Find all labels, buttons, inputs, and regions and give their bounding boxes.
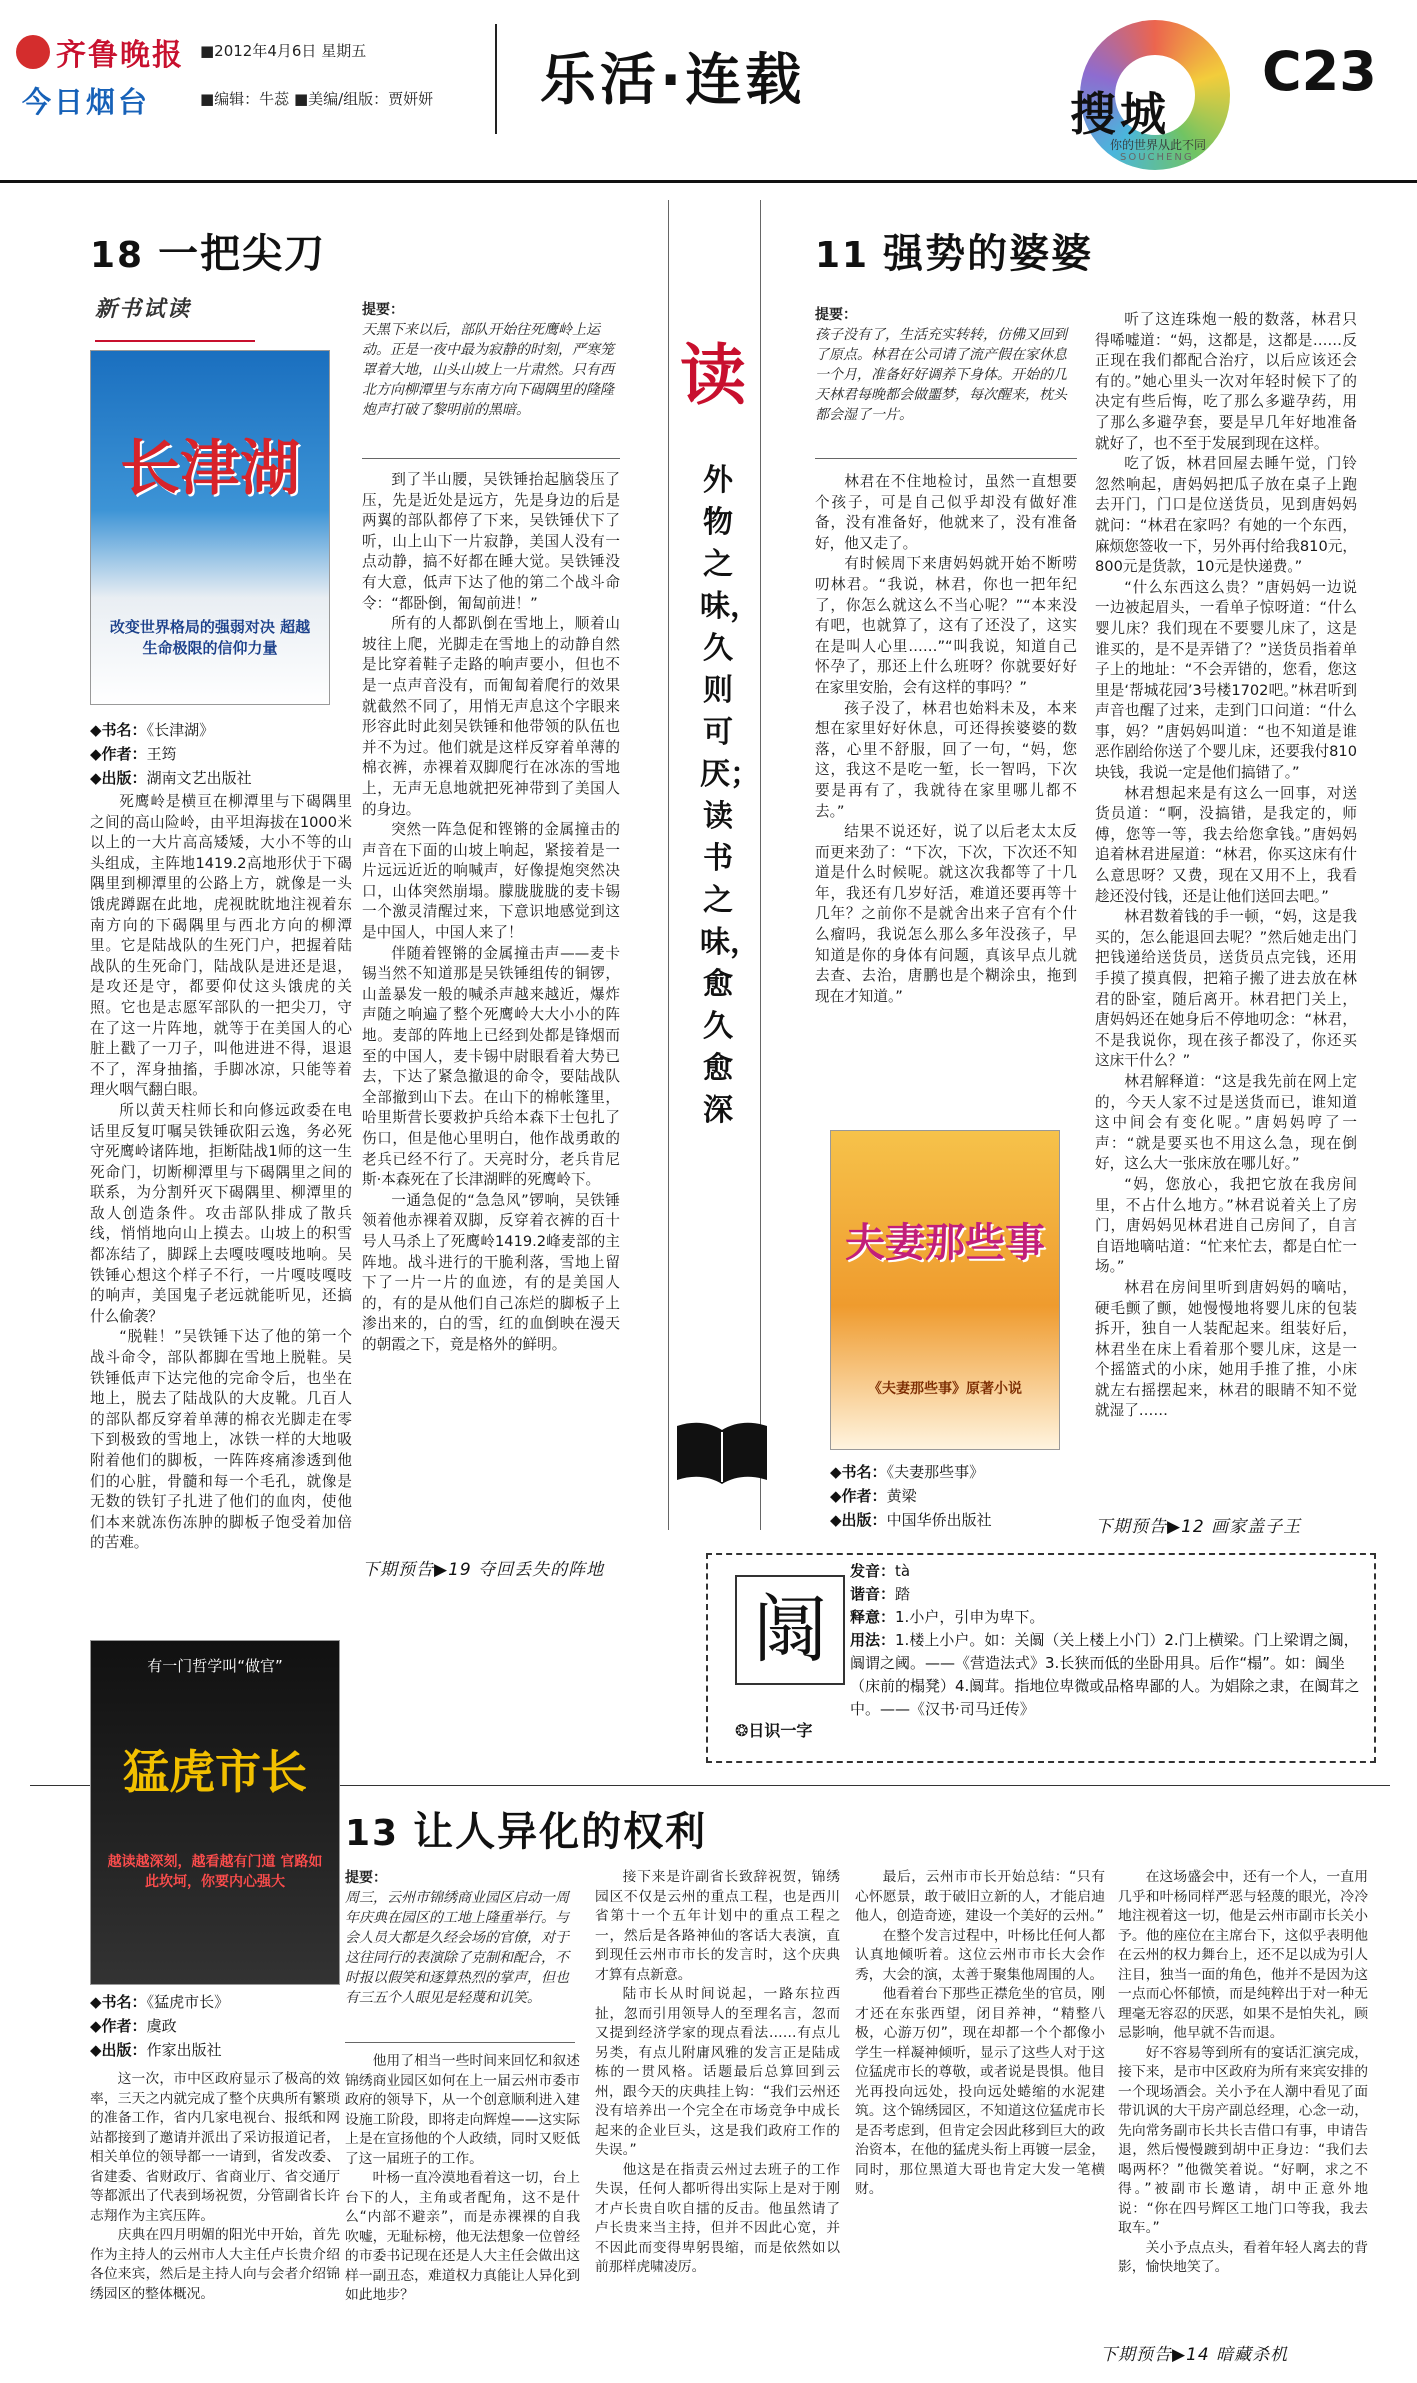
paragraph: 他用了相当一些时间来回忆和叙述锦绣商业园区如何在上一届云州市委市政府的领导下，从一个创意顺利进入建设施工阶段，即将走向辉煌——这实际上是在宣扬他的个人政绩，同时又贬低了这一届班子的工作。 — [345, 2053, 580, 2167]
book-publisher: 湖南文艺出版社 — [146, 769, 252, 787]
article-18-summary: 提要： 天黑下来以后，部队开始往死鹰岭上运动。正是一夜中最为寂静的时刻，严寒笼罩着大地，山头山坡上一片肃然。只有西北方向柳潭里与东南方向下碣隅里的隆隆炮声打破了黎明前的黑暗。 — [362, 302, 614, 418]
section-title: 乐活·连载 — [540, 48, 806, 113]
page-number: C23 — [1262, 40, 1377, 103]
paragraph: 在这场盛会中，还有一个人，一直用几乎和叶杨同样严恶与轻蔑的眼光，冷冷地注视着这一切，他是云州市副市长关小予。他的座位在主席台下，这似乎表明他在云州的权力舞台上，还不足以成为引人注目，独当一面的角色，他并不是因为这一点而心怀郁愤，而是纯粹出于对一种无理毫无容忍的厌恶，如果不是怕失礼，顾忌影响，他早就不告而退。 — [1118, 1869, 1368, 2041]
paragraph: 庆典在四月明媚的阳光中开始，首先作为主持人的云州市人大主任卢长贵介绍各位来宾，然后是主持人向与会者介绍锦绣园区的整体概况。 — [90, 2227, 340, 2302]
article-13-title-text: 让人异化的权利 — [413, 1809, 708, 1855]
article-18-next-preview: 下期预告▶19 夺回丢失的阵地 — [362, 1560, 605, 1580]
book-cover-subtitle: 改变世界格局的强弱对决 超越生命极限的信仰力量 — [109, 618, 311, 657]
article-11-col2 — [1095, 310, 1357, 1422]
article-18-col2 — [362, 470, 620, 1356]
paragraph: 他看着台下那些正襟危坐的官员，刚才还在东张西望，闭目养神，“精整八极，心游万仞”，现在却都一个个都像小学生一样凝神倾听，显示了这些人对于这位猛虎市长的尊敬，或者说是畏惧。他目光再投向远处，投向远处蜷缩的水泥建筑。这个锦绣园区，不知道这位猛虎市长是否考虑到，但肯定会因此移到巨大的政治资本，在他的猛虎头衔上再镀一层金，同时，那位黑道大哥也肯定大发一笔横财。 — [855, 1986, 1105, 2197]
article-13-summary: 提要： 周三，云州市锦绣商业园区启动一周年庆典在园区的工地上隆重举行。与会人员大都是久经会场的官僚，对于这往同行的表演除了克制和配合，不时报以假笑和逐算热烈的掌声，但也有三五个人眼见是轻蔑和讥笑。 — [345, 1870, 569, 2006]
paragraph: 伴随着铿锵的金属撞击声——麦卡锡当然不知道那是吴铁锤组传的铜锣，山盖暴发一般的喊杀声越来越近，爆炸声随之响遍了整个死鹰岭大大小小的阵地。麦部的阵地上已经到处都是锋烟而至的中国人，麦卡锡中尉眼看着大势已去，下达了紧急撤退的命令，要陆战队全部撤到山下去。在山下的棉帐篷里，哈里斯营长要救护兵给本森下士包扎了伤口，但是他心里明白，他作战勇敢的老兵已经不行了。天亮时分，老兵肯尼斯·本森死在了长津湖畔的死鹰岭下。 — [362, 944, 620, 1189]
book-info-11: ◆书名：《夫妻那些事》 ◆作者：黄梁 ◆出版：中国华侨出版社 — [830, 1463, 992, 1529]
paragraph: 这一次，市中区政府显示了极高的效率，三天之内就完成了整个庆典所有繁琐的准备工作，省内几家电视台、报纸和网站都接到了邀请并派出了采访报道记者，相关单位的领导都一一请到，省发改委、省建委、省财政厅、省商业厅、省交通厅等都派出了代表到场祝贺，分管副省长许志翔作为主宾压阵。 — [90, 2071, 340, 2224]
book-cover-subtitle: 越读越深刻，越看越有门道 官路如此坎坷，你要内心强大 — [107, 1854, 323, 1890]
paragraph: “妈，您放心，我把它放在我房间里，不占什么地方。”林君说着关上了房门，唐妈妈见林君进自己房间了，自言自语地嘀咕道：“忙来忙去，都是白忙一场。” — [1095, 1175, 1357, 1276]
header-divider — [495, 24, 497, 134]
edition-name: 今日烟台 — [22, 85, 151, 119]
paragraph: “脱鞋！”吴铁锤下达了他的第一个战斗命令，部队都脚在雪地上脱鞋。吴铁锤低声下达完他的完命令后，也坐在地上，脱去了陆战队的大皮靴。几百人的部队都反穿着单薄的棉衣光脚走在零下到极致的雪地上，冰铁一样的大地吸附着他们的脚板，一阵阵疼痛渗透到他们的心脏，骨髓和每一个毛孔，就像是无数的铁钉子扎进了他们的血肉，使他们本来就冻伤冻肿的脚板子饱受着加倍的苦难。 — [90, 1328, 352, 1552]
book-publisher: 中国华侨出版社 — [886, 1511, 992, 1529]
word-character: 阘 — [735, 1575, 845, 1685]
article-11-number: 11 — [815, 235, 870, 276]
reading-quote: 外物之味，久则可厌；读书之味，愈久愈深 — [700, 463, 760, 1128]
article-11-title-text: 强势的婆婆 — [883, 231, 1094, 277]
newspaper-name: 齐鲁晚报 — [56, 38, 184, 73]
paragraph: 死鹰岭是横亘在柳潭里与下碣隅里之间的高山险岭，由平坦海拔在1000米以上的一大片高高矮矮，大小不等的山头组成，主阵地1419.2高地形伏于下碣隅里到柳潭里的公路上方，就像是一头饿虎蹲踞在此地，虎视眈眈地注视着东南方向的下碣隅里与西北方向的柳潭里。它是陆战队的生死门户，把握着陆战队的生死命门，陆战队是进还是退，是攻还是守，都要仰仗这头饿虎的关照。它也是志愿军部队的一把尖刀，守在了这一片阵地，就等于在美国人的心脏上戳了一刀子，叫他进进不得，退退不了，浑身抽搐，手脚冰凉，只能等着理火咽气翻白眼。 — [90, 793, 352, 1099]
paragraph: 一通急促的“急急风”锣响，吴铁锤领着他赤裸着双脚，反穿着衣裤的百十号人马杀上了死鹰岭1419.2峰麦部的主阵地。战斗进行的干脆利落，雪地上留下了一片一片的血迹，有的是美国人的，有的是从他们自己冻烂的脚板子上渗出来的，白的雪，红的血倒映在漫天的朝霞之下，竟是格外的鲜明。 — [362, 1191, 620, 1353]
paragraph: 林君在房间里听到唐妈妈的嘀咕，硬毛颤了颤，她慢慢地将婴儿床的包装拆开，独自一人装配起来。组装好后，林君坐在床上看着那个婴儿床，这是一个摇篮式的小床，她用手推了推，小床就左右摇摆起来，林君的眼睛不知不觉就湿了…… — [1095, 1278, 1357, 1420]
brand-slogan: 你的世界从此不同 — [1110, 138, 1207, 152]
article-11-summary: 提要： 孩子没有了，生活充实转转，仿佛又回到了原点。林君在公司请了流产假在家休息一个月，准备好好调养下身体。开始的几天林君每晚都会做噩梦，每次醒来，枕头都会湿了一片。 — [815, 307, 1067, 423]
article-13-number: 13 — [345, 1813, 400, 1854]
new-book-badge — [95, 292, 255, 342]
book-name: 《夫妻那些事》 — [886, 1463, 985, 1481]
paragraph: 陆市长从时间说起，一路东拉西扯，忽而引用领导人的至理名言，忽而又提到经济学家的现点看法……有点儿另类，有点儿附庸风雅的发言正是陆成栋的一贯风格。话题最后总算回到云州，跟今天的庆典挂上钩：“我们云州还没有培养出一个完全在市场竞争中成长起来的企业巨头，这是我们政府工作的失误。” — [595, 1986, 840, 2158]
book-cover-top: 有一门哲学叫“做官” — [147, 1657, 283, 1675]
book-author: 黄梁 — [886, 1487, 917, 1505]
paragraph: 有时候周下来唐妈妈就开始不断唠叨林君。“我说，林君，你也一把年纪了，你怎么就这么不当心呢？”“本来没有吧，也就算了，这有了还没了，这实在是叫人心里……”“叫我说，知道自己怀孕了，那还上什么班呀？你就要好好在家里安胎，会有这样的事吗？” — [815, 555, 1077, 696]
paragraph: 孩子没了，林君也始料未及，本来想在家里好好休息，可还得挨婆婆的数落，心里不舒服，回了一句，“妈，您这，我这不是吃一堑，长一智吗，下次要是再有了，我就待在家里哪儿都不去。” — [815, 699, 1077, 820]
book-cover-subtitle: 《夫妻那些事》原著小说 — [868, 1381, 1022, 1397]
article-18-number: 18 — [90, 235, 145, 276]
article-18-title — [90, 222, 326, 279]
article-13-col4 — [855, 1868, 1105, 2200]
paragraph: 到了半山腰，吴铁锤抬起脑袋压了压，先是近处是远方，先是身边的后是两翼的部队都停了下来，吴铁锤伏下了听，山上山下一片寂静，美国人没有一点动静，搞不好都在睡大觉。吴铁锤没有大意，低声下达了他的第二个战斗命令：“都卧倒，匍匐前进！” — [362, 471, 620, 612]
paragraph: 最后，云州市市长开始总结：“只有心怀愿景，敢于破旧立新的人，才能启迪他人，创造奇迹，建设一个美好的云州。” — [855, 1869, 1105, 1924]
paragraph: 听了这连珠炮一般的数落，林君只得唏嘘道：“妈，这都是，这都是……反正现在我们都配合治疗，以后应该还会有的。”她心里头一次对年轻时候下了的决定有些后悔，吃了那么多避孕药，用了那么多避孕套，要是早几年好地准备就好了，也不至于发展到现在这样。 — [1095, 311, 1357, 452]
paragraph: 好不容易等到所有的宴话汇演完成，接下来，是市中区政府为所有来宾安排的一个现场酒会。关小予在人潮中看见了面带讥讽的大干房产副总经理，心念一动，先向常务副市长共长吉借口有事，申请告退，然后慢慢踱到胡中正身边：“我们去喝两杯？”他微笑着说。“好啊，求之不得。”被副市长邀请，胡中正意外地说：“你在四号辉区工地门口等我，我去取车。” — [1118, 2044, 1368, 2236]
book-cover-title: 猛虎市长 — [123, 1745, 307, 1799]
book-info-18: ◆书名：《长津湖》 ◆作者：王筠 ◆出版：湖南文艺出版社 — [90, 721, 252, 787]
paragraph: 林君解释道：“这是我先前在网上定的，今天人家不过是送货而已，谁知道这中间会有变化呢。”唐妈妈哼了一声：“就是要买也不用这么急，现在倒好，这么大一张床放在哪儿好。” — [1095, 1072, 1357, 1173]
header-rule — [0, 180, 1417, 183]
book-cover-menghu — [90, 1640, 340, 1985]
book-author: 王筠 — [146, 745, 177, 763]
paragraph: 接下来是许副省长致辞祝贺，锦绣园区不仅是云州的重点工程，也是西川省第十一个五年计划中的重点工程之一，然后是各路神仙的客话大表演，直到现任云州市市长的发言时，这个庆典才算有点新意。 — [595, 1869, 840, 1983]
open-book-icon — [672, 1418, 772, 1488]
paragraph: 所以黄天柱师长和向修远政委在电话里反复叮嘱吴铁锤砍阳云逸，务必死守死鹰岭诸阵地，拒断陆战1师的这一生死命门，切断柳潭里与下碣隅里之间的联系，为分割歼灭下碣隅里、柳潭里的敌人创造条件。攻击部队排成了散兵线，悄悄地向山上摸去。山坡上的积雪都冻结了，脚踩上去嘎吱嘎吱地响。吴铁锤心想这个样子不行，一片嘎吱嘎吱的响声，美国鬼子老远就能听见，还搞什么偷袭？ — [90, 1101, 352, 1325]
word-definition: 发音：tà 谐音：踏 释意：1.小户，引申为卑下。 用法：1.楼上小户。如：关阘（关上楼上小门）2.门上横梁。门上梁谓之阘，阘谓之阈。——《营造法式》3.长狭而低的坐卧用具。后作“榻”。如：阘坐（床前的榻凳）4.阘茸。指地位卑微或品格卑鄙的人。为娼除之隶，在阘茸之中。——《汉书·司马迁传》 — [850, 1562, 1360, 1718]
new-book-badge-label: 新书试读 — [95, 297, 192, 322]
paragraph: 叶杨一直冷漠地看着这一切，台上台下的人，主角或者配角，这不是什么“内部不避亲”，而是赤裸裸的自我吹嘘，无耻标榜，他无法想象一位曾经的市委书记现在还是人大主任会做出这样一副丑态，难道权力真能让人异化到如此地步？ — [345, 2170, 580, 2303]
article-13-next-preview: 下期预告▶14 暗藏杀机 — [1100, 2345, 1289, 2365]
article-11-next-preview: 下期预告▶12 画家盖子王 — [1095, 1517, 1302, 1537]
paragraph: 关小予点点头，看着年轻人离去的背影，愉快地笑了。 — [1118, 2239, 1368, 2275]
paragraph: 所有的人都趴倒在雪地上，顺着山坡往上爬，光脚走在雪地上的动静自然是比穿着鞋子走路的响声要小，但也不是一点声音没有，而匍匐着爬行的效果就截然不同了，用悄无声息这个字眼来形容此时此刻吴铁锤和他带领的队伍也并不为过。他们就是这样反穿着单薄的棉衣裤，赤裸着双脚爬行在冰冻的雪地上，无声无息地就把死神带到了美国人的身边。 — [362, 615, 620, 818]
paragraph: 突然一阵急促和铿锵的金属撞击的声音在下面的山坡上响起，紧接着是一片远远近近的响喊声，好像提炮突然决口，山体突然崩塌。朦胧胧胧的麦卡锡一个激灵清醒过来，下意识地感觉到这是中国人，中国人来了！ — [362, 821, 620, 942]
article-13-col1 — [90, 2070, 340, 2304]
article-13-title — [345, 1800, 707, 1857]
article-13-col5 — [1118, 1868, 1368, 2278]
book-info-13: ◆书名：《猛虎市长》 ◆作者：虞政 ◆出版：作家出版社 — [90, 1993, 230, 2059]
read-seal: 读 — [680, 336, 746, 414]
paragraph: 在整个发言过程中，叶杨比任何人都认真地倾听着。这位云州市市长大会作秀，大会的演，太善于聚集他周围的人。 — [855, 1927, 1105, 1983]
brand-latin: SOUCHENG — [1120, 152, 1194, 163]
brand-logo — [1040, 20, 1260, 170]
newspaper-logo-icon — [16, 35, 50, 69]
paragraph: 结果不说还好，说了以后老太太反而更来劲了：“下次，下次，下次还不知道是什么时候呢。就这次我都等了十几年，我还有几岁好活，难道还要再等十几年？之前你不是就舍出来子宫有个什么瘤吗，我说怎么那么多年没孩子，早知道是你的身体有问题，真该早点儿就去查、去治，唐鹏也是个糊涂虫，拖到现在才知道。” — [815, 823, 1077, 1005]
brand-name: 搜城 — [1070, 87, 1170, 141]
paragraph: 林君数着钱的手一顿，“妈，这是我买的，怎么能退回去呢？”然后她走出门把钱递给送货员，送货员点完钱，还用手摸了摸真假，把箱子搬了进去放在林君的卧室，随后离开。林君把门关上，唐妈妈还在她身后不停地叨念：“林君，不是我说你，现在孩子都没了，你还买这床干什么？” — [1095, 908, 1357, 1070]
article-11-title — [815, 222, 1093, 279]
article-18-col1 — [90, 792, 352, 1554]
book-author: 虞政 — [146, 2017, 177, 2035]
paragraph: 林君在不住地检讨，虽然一直想要个孩子，可是自己似乎却没有做好准备，没有准备好，他就来了，没有准备好，他又走了。 — [815, 473, 1077, 552]
article-11-col1 — [815, 472, 1077, 1007]
book-cover-changjinhu — [90, 350, 330, 705]
paragraph: 林君想起来是有这么一回事，对送货员道：“啊，没搞错，是我定的，师傅，您等一等，我去给您拿钱。”唐妈妈追着林君进屋道：“林君，你买这床有什么意思呀？又费，现在又用不上，我看趁还没付钱，还是让他们送回去吧。” — [1095, 784, 1357, 905]
book-cover-title: 长津湖 — [120, 434, 300, 504]
paragraph: 他这是在指责云州过去班子的工作失误，任何人都听得出实际上是对于刚才卢长贵自吹自擂的反击。他虽然请了卢长贵来当主持，但并不因此心宽，并不因此而变得卑躬畏缩，而是依然如以前那样虎啸凌厉。 — [595, 2161, 840, 2275]
article-13-col3 — [595, 1868, 840, 2278]
article-13-col2 — [345, 2052, 580, 2306]
paragraph: “什么东西这么贵？”唐妈妈一边说一边被起眉头，一看单子惊呀道：“什么婴儿床？我们现在不要婴儿床了，这是谁买的，是不是弄错了？”送货员指着单子上的地址：“不会弄错的，您看，您这里是‘帮城花园’3号楼1702吧。”林君听到声音也醒了过来，走到门口问道：“什么事，妈？”唐妈妈叫道：“也不知道是谁恶作剧给你送了个婴儿床，还要我付810块钱，我说一定是他们搞错了。” — [1095, 578, 1357, 782]
book-publisher: 作家出版社 — [146, 2041, 222, 2059]
editors-line: ■编辑：牛蕊 ■美编/组版：贾妍妍 — [200, 90, 434, 108]
book-name: 《长津湖》 — [146, 721, 215, 739]
book-name: 《猛虎市长》 — [146, 1993, 230, 2011]
newspaper-logo — [16, 30, 196, 73]
book-cover-fuqi — [830, 1130, 1060, 1450]
word-of-day-title: ❂日识一字 — [735, 1721, 813, 1740]
article-18-title-text: 一把尖刀 — [158, 231, 327, 277]
paragraph: 吃了饭，林君回屋去睡午觉，门铃忽然响起，唐妈妈把瓜子放在桌子上跑去开门，门口是位送货员，见到唐妈妈就问：“林君在家吗？有她的一个东西，麻烦您签收一下，另外再付给我810元，800元是货款，10元是快递费。” — [1095, 455, 1357, 576]
date-line: ■2012年4月6日 星期五 — [200, 42, 367, 60]
book-cover-title: 夫妻那些事 — [845, 1220, 1045, 1266]
